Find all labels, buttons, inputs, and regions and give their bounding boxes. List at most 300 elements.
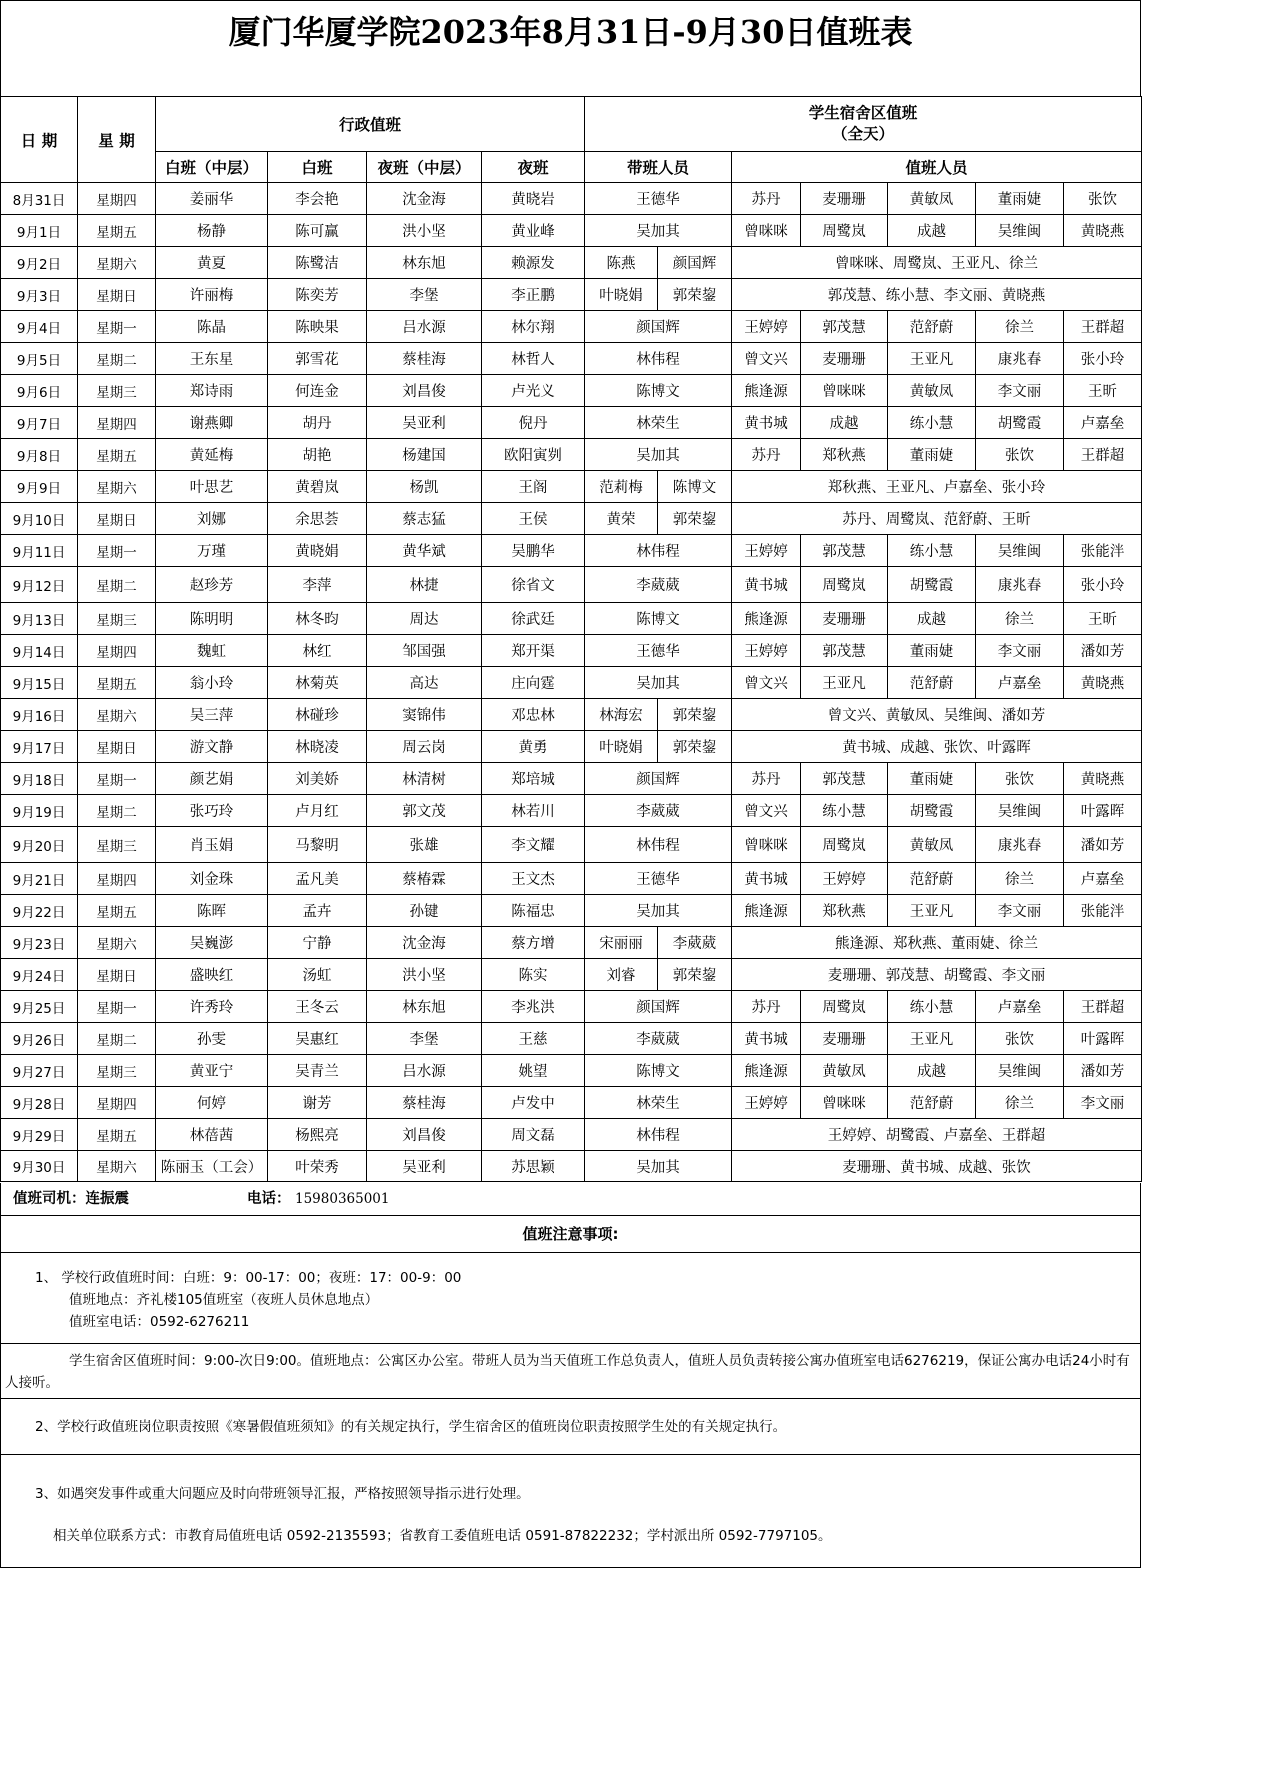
- header-day-mid: 白班（中层）: [156, 152, 268, 183]
- date-cell: 9月23日: [1, 927, 78, 959]
- staff-cell: 王亚凡: [888, 343, 976, 375]
- date-cell: 9月2日: [1, 247, 78, 279]
- staff-cell: 曾文兴、黄敏凤、吴维闽、潘如芳: [732, 699, 1142, 731]
- table-row: [1, 567, 1142, 603]
- table-row: [1, 895, 1142, 927]
- staff-cell: 吴维闽: [976, 535, 1064, 567]
- leader-cell: 吴加其: [585, 667, 732, 699]
- day-cell: 胡艳: [268, 439, 367, 471]
- staff-cell: 王婷婷、胡鹭霞、卢嘉垒、王群超: [732, 1119, 1142, 1151]
- date-cell: 9月21日: [1, 863, 78, 895]
- staff-cell: 范舒蔚: [888, 667, 976, 699]
- header-leader: 带班人员: [585, 152, 732, 183]
- date-cell: 9月11日: [1, 535, 78, 567]
- weekday-cell: 星期五: [78, 895, 156, 927]
- staff-cell: 周鹭岚: [801, 991, 888, 1023]
- leader-cell: 林海宏: [585, 699, 658, 731]
- note-item-3: 3、如遇突发事件或重大问题应及时向带班领导汇报，严格按照领导指示进行处理。: [35, 1486, 530, 1502]
- driver-row: [0, 1183, 1141, 1216]
- header-dorm-subtitle: （全天）: [832, 125, 895, 143]
- date-cell: 9月8日: [1, 439, 78, 471]
- day-cell: 孟卉: [268, 895, 367, 927]
- weekday-cell: 星期五: [78, 215, 156, 247]
- leader-cell: 郭荣鋆: [658, 731, 732, 763]
- staff-cell: 张饮: [1064, 183, 1142, 215]
- staff-cell: 曾文兴: [732, 795, 801, 827]
- staff-cell: 范舒蔚: [888, 1087, 976, 1119]
- weekday-cell: 星期五: [78, 439, 156, 471]
- staff-cell: 潘如芳: [1064, 1055, 1142, 1087]
- day-mid-cell: 许秀玲: [156, 991, 268, 1023]
- date-cell: 9月12日: [1, 567, 78, 603]
- night-cell: 李正鹏: [482, 279, 585, 311]
- staff-cell: 练小慧: [888, 535, 976, 567]
- table-row: [1, 959, 1142, 991]
- day-cell: 黄碧岚: [268, 471, 367, 503]
- staff-cell: 董雨婕: [888, 763, 976, 795]
- day-mid-cell: 黄延梅: [156, 439, 268, 471]
- staff-cell: 黄书城: [732, 1023, 801, 1055]
- leader-cell: 王德华: [585, 183, 732, 215]
- staff-cell: 郑秋燕、王亚凡、卢嘉垒、张小玲: [732, 471, 1142, 503]
- date-cell: 9月22日: [1, 895, 78, 927]
- table-row: [1, 471, 1142, 503]
- night-mid-cell: 杨凯: [367, 471, 482, 503]
- table-row: [1, 863, 1142, 895]
- phone-label: 电话：: [247, 1191, 291, 1207]
- day-mid-cell: 赵珍芳: [156, 567, 268, 603]
- night-cell: 倪丹: [482, 407, 585, 439]
- staff-cell: 郭茂慧: [801, 763, 888, 795]
- day-mid-cell: 陈明明: [156, 603, 268, 635]
- weekday-cell: 星期三: [78, 1055, 156, 1087]
- date-cell: 9月7日: [1, 407, 78, 439]
- night-cell: 林尔翔: [482, 311, 585, 343]
- day-cell: 林菊英: [268, 667, 367, 699]
- staff-cell: 熊逢源: [732, 603, 801, 635]
- night-mid-cell: 蔡志猛: [367, 503, 482, 535]
- night-mid-cell: 洪小坚: [367, 959, 482, 991]
- driver-phone: 15980365001: [295, 1191, 390, 1207]
- night-mid-cell: 吴亚利: [367, 407, 482, 439]
- staff-cell: 张饮: [976, 439, 1064, 471]
- weekday-cell: 星期三: [78, 603, 156, 635]
- date-cell: 9月28日: [1, 1087, 78, 1119]
- night-cell: 赖源发: [482, 247, 585, 279]
- day-cell: 李萍: [268, 567, 367, 603]
- day-cell: 林碰珍: [268, 699, 367, 731]
- night-cell: 徐武廷: [482, 603, 585, 635]
- table-row: [1, 535, 1142, 567]
- date-cell: 9月6日: [1, 375, 78, 407]
- staff-cell: 李文丽: [1064, 1087, 1142, 1119]
- night-mid-cell: 张雄: [367, 827, 482, 863]
- duty-table: [0, 96, 1142, 1182]
- night-cell: 徐省文: [482, 567, 585, 603]
- staff-cell: 苏丹: [732, 183, 801, 215]
- date-cell: 9月15日: [1, 667, 78, 699]
- night-cell: 陈实: [482, 959, 585, 991]
- staff-cell: 叶露晖: [1064, 1023, 1142, 1055]
- staff-cell: 黄敏凤: [801, 1055, 888, 1087]
- staff-cell: 潘如芳: [1064, 635, 1142, 667]
- staff-cell: 曾咪咪: [801, 1087, 888, 1119]
- night-cell: 林若川: [482, 795, 585, 827]
- staff-cell: 王婷婷: [732, 311, 801, 343]
- day-mid-cell: 郑诗雨: [156, 375, 268, 407]
- staff-cell: 麦珊珊: [801, 1023, 888, 1055]
- staff-cell: 麦珊珊: [801, 603, 888, 635]
- day-cell: 吴青兰: [268, 1055, 367, 1087]
- day-mid-cell: 吴巍澎: [156, 927, 268, 959]
- staff-cell: 成越: [888, 603, 976, 635]
- weekday-cell: 星期一: [78, 311, 156, 343]
- night-cell: 李兆洪: [482, 991, 585, 1023]
- staff-cell: 曾咪咪: [732, 215, 801, 247]
- table-row: [1, 667, 1142, 699]
- staff-cell: 卢嘉垒: [976, 667, 1064, 699]
- day-mid-cell: 吴三萍: [156, 699, 268, 731]
- night-mid-cell: 沈金海: [367, 927, 482, 959]
- staff-cell: 吴维闽: [976, 215, 1064, 247]
- contacts-line: 相关单位联系方式：市教育局值班电话 0592-2135593；省教育工委值班电话 0591-87822232；学村派出所 0592-7797105。: [53, 1528, 832, 1544]
- night-cell: 周文磊: [482, 1119, 585, 1151]
- leader-cell: 王德华: [585, 863, 732, 895]
- staff-cell: 王群超: [1064, 311, 1142, 343]
- date-cell: 9月5日: [1, 343, 78, 375]
- night-cell: 黄业峰: [482, 215, 585, 247]
- day-cell: 余思荟: [268, 503, 367, 535]
- staff-cell: 苏丹: [732, 763, 801, 795]
- weekday-cell: 星期五: [78, 667, 156, 699]
- staff-cell: 黄晓燕: [1064, 763, 1142, 795]
- day-mid-cell: 颜艺娟: [156, 763, 268, 795]
- staff-cell: 曾咪咪、周鹭岚、王亚凡、徐兰: [732, 247, 1142, 279]
- staff-cell: 胡鹭霞: [888, 795, 976, 827]
- date-cell: 9月16日: [1, 699, 78, 731]
- day-cell: 孟凡美: [268, 863, 367, 895]
- night-mid-cell: 沈金海: [367, 183, 482, 215]
- leader-cell: 郭荣鋆: [658, 959, 732, 991]
- day-mid-cell: 陈晶: [156, 311, 268, 343]
- table-row: [1, 603, 1142, 635]
- night-mid-cell: 蔡桂海: [367, 1087, 482, 1119]
- staff-cell: 李文丽: [976, 895, 1064, 927]
- date-cell: 9月20日: [1, 827, 78, 863]
- leader-cell: 叶晓娟: [585, 279, 658, 311]
- footer: [0, 1183, 1141, 1568]
- day-cell: 陈鹭洁: [268, 247, 367, 279]
- staff-cell: 卢嘉垒: [976, 991, 1064, 1023]
- leader-cell: 林荣生: [585, 407, 732, 439]
- day-mid-cell: 万瑾: [156, 535, 268, 567]
- night-cell: 李文耀: [482, 827, 585, 863]
- date-cell: 9月19日: [1, 795, 78, 827]
- leader-cell: 郭荣鋆: [658, 503, 732, 535]
- staff-cell: 李文丽: [976, 375, 1064, 407]
- night-cell: 卢发中: [482, 1087, 585, 1119]
- staff-cell: 范舒蔚: [888, 863, 976, 895]
- weekday-cell: 星期四: [78, 1087, 156, 1119]
- night-mid-cell: 高达: [367, 667, 482, 699]
- weekday-cell: 星期五: [78, 1119, 156, 1151]
- day-cell: 林红: [268, 635, 367, 667]
- staff-cell: 王婷婷: [732, 635, 801, 667]
- night-cell: 黄晓岩: [482, 183, 585, 215]
- day-cell: 杨熙亮: [268, 1119, 367, 1151]
- leader-cell: 王德华: [585, 635, 732, 667]
- staff-cell: 王昕: [1064, 603, 1142, 635]
- day-cell: 黄晓娟: [268, 535, 367, 567]
- date-cell: 9月3日: [1, 279, 78, 311]
- duty-table-body: [1, 183, 1142, 1182]
- note-item-1: [0, 1253, 1141, 1344]
- leader-cell: 郭荣鋆: [658, 699, 732, 731]
- day-cell: 王冬云: [268, 991, 367, 1023]
- day-mid-cell: 杨静: [156, 215, 268, 247]
- staff-cell: 苏丹: [732, 991, 801, 1023]
- weekday-cell: 星期一: [78, 535, 156, 567]
- date-cell: 9月10日: [1, 503, 78, 535]
- staff-cell: 徐兰: [976, 603, 1064, 635]
- staff-cell: 黄书城: [732, 567, 801, 603]
- day-cell: 林冬昀: [268, 603, 367, 635]
- staff-cell: 练小慧: [888, 991, 976, 1023]
- staff-cell: 张小玲: [1064, 567, 1142, 603]
- note-item-1-location: 值班地点：齐礼楼105值班室（夜班人员休息地点）: [69, 1292, 379, 1308]
- staff-cell: 卢嘉垒: [1064, 407, 1142, 439]
- night-cell: 蔡方增: [482, 927, 585, 959]
- night-cell: 姚望: [482, 1055, 585, 1087]
- day-mid-cell: 魏虹: [156, 635, 268, 667]
- night-cell: 黄勇: [482, 731, 585, 763]
- night-mid-cell: 吴亚利: [367, 1151, 482, 1182]
- weekday-cell: 星期四: [78, 407, 156, 439]
- night-cell: 郑开渠: [482, 635, 585, 667]
- night-mid-cell: 邹国强: [367, 635, 482, 667]
- day-cell: 汤虹: [268, 959, 367, 991]
- weekday-cell: 星期六: [78, 471, 156, 503]
- staff-cell: 郭茂慧: [801, 635, 888, 667]
- weekday-cell: 星期六: [78, 699, 156, 731]
- staff-cell: 熊逢源: [732, 1055, 801, 1087]
- day-mid-cell: 王东星: [156, 343, 268, 375]
- weekday-cell: 星期一: [78, 763, 156, 795]
- weekday-cell: 星期六: [78, 927, 156, 959]
- night-mid-cell: 郭文茂: [367, 795, 482, 827]
- note-item-1-time: 1、 学校行政值班时间：白班：9：00-17：00；夜班：17：00-9：00: [35, 1270, 462, 1286]
- date-cell: 8月31日: [1, 183, 78, 215]
- header-night: 夜班: [482, 152, 585, 183]
- leader-cell: 叶晓娟: [585, 731, 658, 763]
- night-mid-cell: 洪小坚: [367, 215, 482, 247]
- leader-cell: 陈博文: [658, 471, 732, 503]
- header-day: 白班: [268, 152, 367, 183]
- header-staff: 值班人员: [732, 152, 1142, 183]
- night-mid-cell: 周云岗: [367, 731, 482, 763]
- leader-cell: 林伟程: [585, 535, 732, 567]
- note-item-1-phone: 值班室电话：0592-6276211: [69, 1314, 250, 1330]
- leader-cell: 林伟程: [585, 343, 732, 375]
- day-cell: 李会艳: [268, 183, 367, 215]
- table-row: [1, 827, 1142, 863]
- weekday-cell: 星期日: [78, 959, 156, 991]
- leader-cell: 李葳葳: [585, 1023, 732, 1055]
- staff-cell: 成越: [801, 407, 888, 439]
- staff-cell: 黄敏凤: [888, 827, 976, 863]
- night-cell: 庄向霆: [482, 667, 585, 699]
- night-cell: 王侯: [482, 503, 585, 535]
- table-row: [1, 1087, 1142, 1119]
- staff-cell: 康兆春: [976, 567, 1064, 603]
- day-mid-cell: 刘金珠: [156, 863, 268, 895]
- date-cell: 9月27日: [1, 1055, 78, 1087]
- weekday-cell: 星期三: [78, 827, 156, 863]
- staff-cell: 黄书城: [732, 407, 801, 439]
- table-row: [1, 991, 1142, 1023]
- staff-cell: 周鹭岚: [801, 827, 888, 863]
- staff-cell: 曾咪咪: [732, 827, 801, 863]
- weekday-cell: 星期四: [78, 863, 156, 895]
- staff-cell: 张饮: [976, 763, 1064, 795]
- day-cell: 卢月红: [268, 795, 367, 827]
- staff-cell: 练小慧: [888, 407, 976, 439]
- leader-cell: 林伟程: [585, 1119, 732, 1151]
- night-mid-cell: 林东旭: [367, 991, 482, 1023]
- staff-cell: 张饮: [976, 1023, 1064, 1055]
- staff-cell: 熊逢源、郑秋燕、董雨婕、徐兰: [732, 927, 1142, 959]
- night-mid-cell: 李堡: [367, 279, 482, 311]
- staff-cell: 麦珊珊、黄书城、成越、张饮: [732, 1151, 1142, 1182]
- table-row: [1, 407, 1142, 439]
- table-row: [1, 311, 1142, 343]
- leader-cell: 陈博文: [585, 375, 732, 407]
- staff-cell: 王婷婷: [732, 1087, 801, 1119]
- table-row: [1, 247, 1142, 279]
- day-mid-cell: 陈晖: [156, 895, 268, 927]
- staff-cell: 康兆春: [976, 343, 1064, 375]
- night-mid-cell: 李堡: [367, 1023, 482, 1055]
- notes-heading: 值班注意事项:: [0, 1216, 1141, 1253]
- date-cell: 9月29日: [1, 1119, 78, 1151]
- day-mid-cell: 游文静: [156, 731, 268, 763]
- staff-cell: 黄书城、成越、张饮、叶露晖: [732, 731, 1142, 763]
- leader-cell: 吴加其: [585, 215, 732, 247]
- night-cell: 陈福忠: [482, 895, 585, 927]
- table-row: [1, 927, 1142, 959]
- date-cell: 9月14日: [1, 635, 78, 667]
- staff-cell: 吴维闽: [976, 1055, 1064, 1087]
- day-mid-cell: 黄夏: [156, 247, 268, 279]
- staff-cell: 叶露晖: [1064, 795, 1142, 827]
- staff-cell: 苏丹: [732, 439, 801, 471]
- night-mid-cell: 蔡桂海: [367, 343, 482, 375]
- leader-cell: 颜国辉: [658, 247, 732, 279]
- table-row: [1, 699, 1142, 731]
- day-cell: 郭雪花: [268, 343, 367, 375]
- staff-cell: 黄晓燕: [1064, 215, 1142, 247]
- staff-cell: 王亚凡: [888, 895, 976, 927]
- day-cell: 宁静: [268, 927, 367, 959]
- date-cell: 9月25日: [1, 991, 78, 1023]
- staff-cell: 范舒蔚: [888, 311, 976, 343]
- day-mid-cell: 许丽梅: [156, 279, 268, 311]
- staff-cell: 周鹭岚: [801, 567, 888, 603]
- staff-cell: 黄晓燕: [1064, 667, 1142, 699]
- leader-cell: 颜国辉: [585, 311, 732, 343]
- day-cell: 吴惠红: [268, 1023, 367, 1055]
- night-mid-cell: 孙键: [367, 895, 482, 927]
- staff-cell: 董雨婕: [888, 635, 976, 667]
- staff-cell: 王婷婷: [801, 863, 888, 895]
- table-row: [1, 279, 1142, 311]
- leader-cell: 林荣生: [585, 1087, 732, 1119]
- staff-cell: 董雨婕: [976, 183, 1064, 215]
- leader-cell: 范莉梅: [585, 471, 658, 503]
- weekday-cell: 星期四: [78, 183, 156, 215]
- leader-cell: 吴加其: [585, 439, 732, 471]
- staff-cell: 王群超: [1064, 439, 1142, 471]
- header-admin: 行政值班: [156, 97, 585, 152]
- note-dorm: 学生宿舍区值班时间：9:00-次日9:00。值班地点：公寓区办公室。带班人员为当天值班工作总负责人，值班人员负责转接公寓办值班室电话6276219，保证公寓办电话24小时有人接听。: [0, 1344, 1141, 1399]
- night-mid-cell: 周达: [367, 603, 482, 635]
- staff-cell: 李文丽: [976, 635, 1064, 667]
- date-cell: 9月26日: [1, 1023, 78, 1055]
- leader-cell: 宋丽丽: [585, 927, 658, 959]
- staff-cell: 徐兰: [976, 1087, 1064, 1119]
- leader-cell: 李葳葳: [658, 927, 732, 959]
- leader-cell: 陈博文: [585, 1055, 732, 1087]
- header-dorm: [585, 97, 1142, 152]
- weekday-cell: 星期二: [78, 343, 156, 375]
- leader-cell: 陈燕: [585, 247, 658, 279]
- night-mid-cell: 吕水源: [367, 311, 482, 343]
- staff-cell: 麦珊珊: [801, 343, 888, 375]
- leader-cell: 刘睿: [585, 959, 658, 991]
- leader-cell: 吴加其: [585, 895, 732, 927]
- staff-cell: 吴维闽: [976, 795, 1064, 827]
- night-mid-cell: 林捷: [367, 567, 482, 603]
- table-row: [1, 215, 1142, 247]
- staff-cell: 苏丹、周鹭岚、范舒蔚、王昕: [732, 503, 1142, 535]
- table-row: [1, 183, 1142, 215]
- day-mid-cell: 谢燕卿: [156, 407, 268, 439]
- staff-cell: 成越: [888, 1055, 976, 1087]
- leader-cell: 颜国辉: [585, 991, 732, 1023]
- date-cell: 9月30日: [1, 1151, 78, 1182]
- table-row: [1, 1151, 1142, 1182]
- night-cell: 欧阳寅刿: [482, 439, 585, 471]
- day-cell: 叶荣秀: [268, 1151, 367, 1182]
- day-mid-cell: 何婷: [156, 1087, 268, 1119]
- staff-cell: 王亚凡: [801, 667, 888, 699]
- staff-cell: 郭茂慧: [801, 535, 888, 567]
- driver-label: 值班司机：连振震: [13, 1191, 129, 1207]
- staff-cell: 卢嘉垒: [1064, 863, 1142, 895]
- staff-cell: 张能泮: [1064, 895, 1142, 927]
- day-cell: 陈映果: [268, 311, 367, 343]
- night-cell: 王文杰: [482, 863, 585, 895]
- table-row: [1, 343, 1142, 375]
- leader-cell: 李葳葳: [585, 567, 732, 603]
- night-cell: 林哲人: [482, 343, 585, 375]
- leader-cell: 陈博文: [585, 603, 732, 635]
- day-mid-cell: 翁小玲: [156, 667, 268, 699]
- night-mid-cell: 林东旭: [367, 247, 482, 279]
- day-mid-cell: 黄亚宁: [156, 1055, 268, 1087]
- day-cell: 刘美娇: [268, 763, 367, 795]
- page-title: 厦门华厦学院2023年8月31日-9月30日值班表: [228, 13, 913, 51]
